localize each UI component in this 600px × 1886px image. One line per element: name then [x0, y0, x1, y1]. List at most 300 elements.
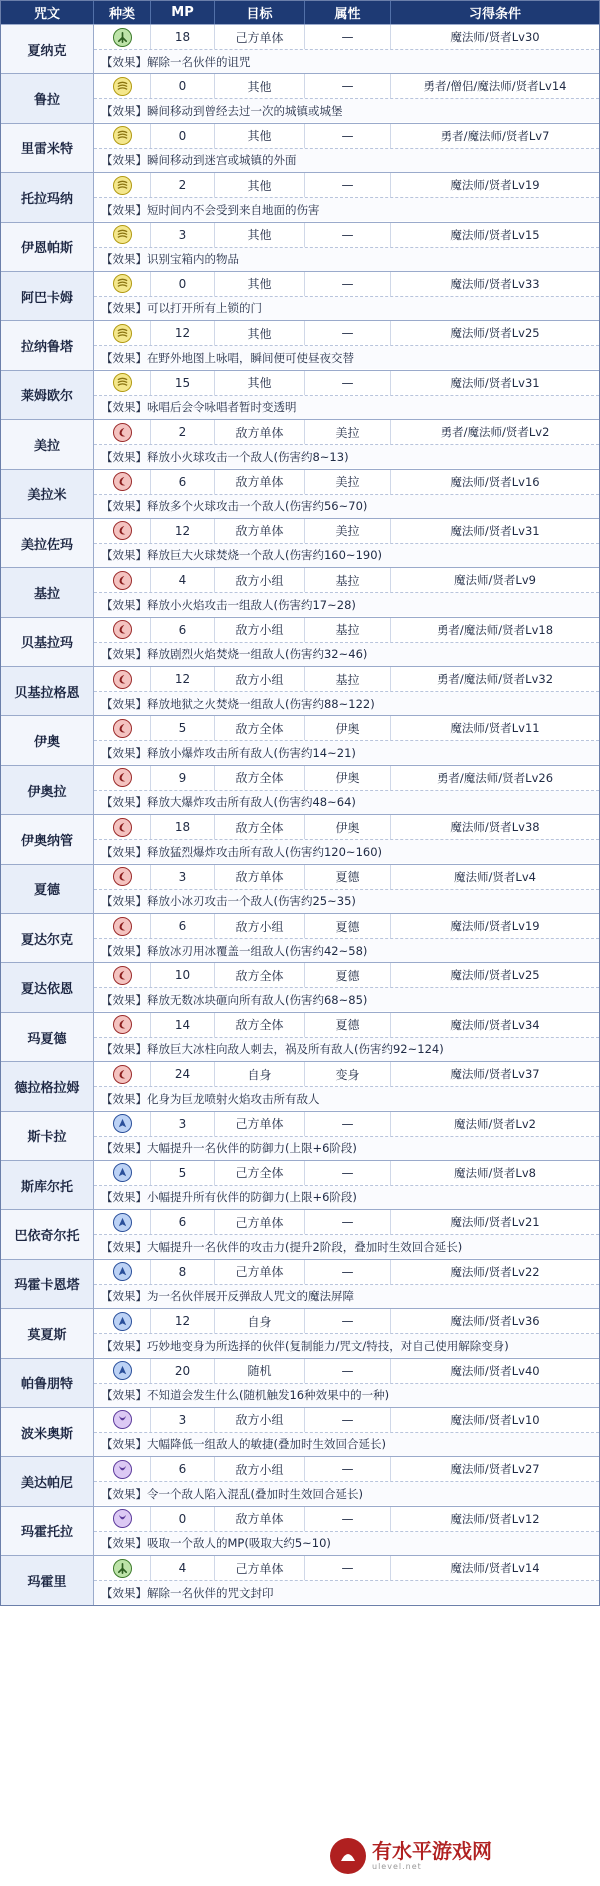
table-row: [1, 1308, 599, 1357]
spell-target: 己方单体: [215, 1260, 305, 1284]
effect-prefix: 【效果】: [101, 1585, 147, 1600]
effect-text: 瞬间移动到迷宫或城镇的外面: [147, 153, 297, 168]
blue-shield-icon: [113, 1361, 132, 1380]
table-row: [1, 518, 599, 567]
effect-text: 不知道会发生什么(随机触发16种效果中的一种): [147, 1388, 390, 1403]
table-row: [1, 1111, 599, 1160]
effect-text: 大幅降低一组敌人的敏捷(叠加时生效回合延长): [147, 1437, 386, 1452]
spell-target: 敌方单体: [215, 420, 305, 444]
spell-mp: 12: [151, 667, 215, 691]
spell-target: 自身: [215, 1309, 305, 1333]
spell-condition: 魔法师/贤者Lv8: [454, 1165, 536, 1180]
spell-target: 敌方全体: [215, 1013, 305, 1037]
effect-prefix: 【效果】: [101, 992, 147, 1007]
spell-condition: 魔法师/贤者Lv19: [450, 919, 540, 934]
spell-condition: 勇者/魔法师/贤者Lv18: [436, 622, 554, 637]
yellow-wind-icon: [113, 274, 132, 293]
spell-attribute: 夏德: [305, 1013, 391, 1037]
spell-effect: [94, 1186, 599, 1209]
spell-attribute: —: [305, 1359, 391, 1383]
header-type: 种类: [94, 1, 151, 24]
effect-text: 解除一名伙伴的诅咒: [147, 54, 251, 69]
effect-prefix: 【效果】: [101, 252, 147, 267]
spell-condition: 魔法师/贤者Lv4: [454, 869, 536, 884]
spell-effect: [94, 988, 599, 1011]
table-row: [1, 1456, 599, 1505]
spell-name: 夏达尔克: [1, 914, 94, 962]
spell-name: 玛霍托拉: [1, 1507, 94, 1555]
effect-text: 释放巨大火球焚烧一个敌人(伤害约160~190): [147, 548, 383, 563]
spell-name: 伊奥拉: [1, 766, 94, 814]
effect-prefix: 【效果】: [101, 54, 147, 69]
effect-prefix: 【效果】: [101, 1239, 147, 1254]
table-row: [1, 320, 599, 369]
spell-target: 敌方单体: [215, 519, 305, 543]
spell-attribute: —: [305, 1457, 391, 1481]
spell-name: 夏纳克: [1, 25, 94, 73]
effect-text: 吸取一个敌人的MP(吸取大约5~10): [147, 1536, 331, 1551]
red-fire-icon: [113, 423, 132, 442]
spell-condition: 魔法师/贤者Lv37: [450, 1067, 540, 1082]
spell-mp: 6: [151, 1457, 215, 1481]
spell-name: 玛霍卡恩塔: [1, 1260, 94, 1308]
blue-shield-icon: [113, 1213, 132, 1232]
spell-target: 敌方小组: [215, 618, 305, 642]
spell-name: 伊奥纳管: [1, 815, 94, 863]
spell-mp: 5: [151, 716, 215, 740]
effect-text: 化身为巨龙喷射火焰攻击所有敌人: [147, 1091, 320, 1106]
effect-prefix: 【效果】: [101, 400, 147, 415]
spell-effect: [94, 741, 599, 764]
effect-prefix: 【效果】: [101, 301, 147, 316]
spell-attribute: —: [305, 371, 391, 395]
spell-type-cell: [94, 1408, 151, 1432]
effect-prefix: 【效果】: [101, 597, 147, 612]
spell-mp: 20: [151, 1359, 215, 1383]
spell-type-cell: [94, 568, 151, 592]
table-row: [1, 765, 599, 814]
effect-text: 释放小爆炸攻击所有敌人(伤害约14~21): [147, 745, 356, 760]
spell-mp: 5: [151, 1161, 215, 1185]
spell-name: 德拉格拉姆: [1, 1062, 94, 1110]
spell-name: 伊奥: [1, 716, 94, 764]
spell-attribute: —: [305, 1260, 391, 1284]
spell-target: 其他: [215, 173, 305, 197]
spell-effect: [94, 445, 599, 468]
spell-type-cell: [94, 420, 151, 444]
spell-type-cell: [94, 766, 151, 790]
effect-prefix: 【效果】: [101, 1141, 147, 1156]
spell-type-cell: [94, 1013, 151, 1037]
table-row: [1, 1259, 599, 1308]
table-row: [1, 666, 599, 715]
spell-attribute: 美拉: [305, 470, 391, 494]
effect-text: 释放小火焰攻击一组敌人(伤害约17~28): [147, 597, 356, 612]
spell-condition: 勇者/魔法师/贤者Lv7: [440, 128, 550, 143]
effect-text: 释放小火球攻击一个敌人(伤害约8~13): [147, 449, 349, 464]
spell-mp: 18: [151, 25, 215, 49]
spell-condition: 魔法师/贤者Lv31: [450, 523, 540, 538]
spell-mp: 0: [151, 124, 215, 148]
spell-effect: [94, 791, 599, 814]
yellow-wind-icon: [113, 225, 132, 244]
table-row: [1, 271, 599, 320]
spell-type-cell: [94, 25, 151, 49]
spell-mp: 6: [151, 1210, 215, 1234]
table-row: [1, 123, 599, 172]
spell-attribute: —: [305, 1556, 391, 1580]
effect-text: 小幅提升所有伙伴的防御力(上限+6阶段): [147, 1190, 357, 1205]
spell-target: 其他: [215, 223, 305, 247]
spell-type-cell: [94, 1507, 151, 1531]
spell-type-cell: [94, 1210, 151, 1234]
spell-condition: 魔法师/贤者Lv19: [450, 178, 540, 193]
spell-effect: [94, 346, 599, 369]
table-row: [1, 1555, 599, 1604]
red-fire-icon: [113, 472, 132, 491]
spell-name: 贝基拉格恩: [1, 667, 94, 715]
effect-prefix: 【效果】: [101, 1190, 147, 1205]
spell-effect: [94, 1038, 599, 1061]
spell-target: 其他: [215, 321, 305, 345]
effect-prefix: 【效果】: [101, 844, 147, 859]
spell-effect: [94, 1581, 599, 1604]
spell-condition: 魔法师/贤者Lv11: [450, 721, 540, 736]
spell-condition: 魔法师/贤者Lv21: [450, 1215, 540, 1230]
spell-condition: 勇者/僧侣/魔法师/贤者Lv14: [423, 79, 567, 94]
effect-text: 大幅提升一名伙伴的攻击力(提升2阶段，叠加时生效回合延长): [147, 1239, 463, 1254]
effect-text: 令一个敌人陷入混乱(叠加时生效回合延长): [147, 1486, 363, 1501]
effect-prefix: 【效果】: [101, 795, 147, 810]
spell-target: 己方全体: [215, 1161, 305, 1185]
effect-prefix: 【效果】: [101, 499, 147, 514]
spell-condition: 魔法师/贤者Lv15: [450, 227, 540, 242]
blue-shield-icon: [113, 1163, 132, 1182]
effect-prefix: 【效果】: [101, 1437, 147, 1452]
spell-name: 鲁拉: [1, 74, 94, 122]
effect-text: 解除一名伙伴的咒文封印: [147, 1585, 274, 1600]
spell-attribute: —: [305, 223, 391, 247]
red-fire-icon: [113, 867, 132, 886]
spell-effect: [94, 1137, 599, 1160]
spell-effect: [94, 544, 599, 567]
watermark-title: 有水平游戏网: [372, 1839, 492, 1863]
spell-target: 己方单体: [215, 1210, 305, 1234]
table-row: [1, 1012, 599, 1061]
header-attribute: 属性: [305, 1, 391, 24]
spell-name: 玛霍里: [1, 1556, 94, 1604]
spell-mp: 3: [151, 865, 215, 889]
effect-prefix: 【效果】: [101, 350, 147, 365]
spell-effect: [94, 99, 599, 122]
red-fire-icon: [113, 521, 132, 540]
spell-name: 美达帕尼: [1, 1457, 94, 1505]
effect-prefix: 【效果】: [101, 696, 147, 711]
spell-attribute: —: [305, 25, 391, 49]
spell-target: 敌方全体: [215, 815, 305, 839]
spell-name: 帕鲁朋特: [1, 1359, 94, 1407]
spell-name: 拉纳鲁塔: [1, 321, 94, 369]
yellow-wind-icon: [113, 324, 132, 343]
spell-target: 其他: [215, 124, 305, 148]
spell-mp: 4: [151, 568, 215, 592]
spell-condition: 魔法师/贤者Lv36: [450, 1314, 540, 1329]
spell-mp: 3: [151, 1408, 215, 1432]
spell-effect: [94, 396, 599, 419]
spell-name: 伊恩帕斯: [1, 223, 94, 271]
spell-condition: 勇者/魔法师/贤者Lv32: [436, 672, 554, 687]
watermark: [330, 1838, 492, 1874]
spell-mp: 24: [151, 1062, 215, 1086]
spell-name: 贝基拉玛: [1, 618, 94, 666]
spell-attribute: 伊奥: [305, 815, 391, 839]
spell-condition: 魔法师/贤者Lv2: [454, 1116, 536, 1131]
spell-target: 敌方全体: [215, 716, 305, 740]
spell-attribute: —: [305, 1507, 391, 1531]
purple-curse-icon: [113, 1410, 132, 1429]
effect-text: 释放冰刃用冰覆盖一组敌人(伤害约42~58): [147, 943, 368, 958]
watermark-logo-icon: [330, 1838, 366, 1874]
effect-prefix: 【效果】: [101, 1388, 147, 1403]
spell-attribute: 夏德: [305, 963, 391, 987]
spell-condition: 勇者/魔法师/贤者Lv2: [440, 425, 550, 440]
spell-name: 波米奥斯: [1, 1408, 94, 1456]
spell-condition: 魔法师/贤者Lv14: [450, 1561, 540, 1576]
spell-type-cell: [94, 1359, 151, 1383]
spell-mp: 10: [151, 963, 215, 987]
table-row: [1, 419, 599, 468]
table-row: [1, 172, 599, 221]
spell-effect: [94, 1532, 599, 1555]
spell-name: 玛夏德: [1, 1013, 94, 1061]
spell-name: 莫夏斯: [1, 1309, 94, 1357]
spell-condition: 魔法师/贤者Lv22: [450, 1264, 540, 1279]
table-row: [1, 73, 599, 122]
spell-type-cell: [94, 124, 151, 148]
table-row: [1, 913, 599, 962]
effect-prefix: 【效果】: [101, 745, 147, 760]
spell-target: 敌方小组: [215, 914, 305, 938]
spell-name: 托拉玛纳: [1, 173, 94, 221]
spell-target: 敌方小组: [215, 667, 305, 691]
spell-type-cell: [94, 173, 151, 197]
table-row: [1, 469, 599, 518]
spell-mp: 6: [151, 618, 215, 642]
effect-text: 巧妙地变身为所选择的伙伴(复制能力/咒文/特技，对自己使用解除变身): [147, 1338, 509, 1353]
spell-mp: 12: [151, 1309, 215, 1333]
spell-attribute: 美拉: [305, 519, 391, 543]
spell-attribute: —: [305, 1210, 391, 1234]
spell-target: 己方单体: [215, 1556, 305, 1580]
green-tree-icon: [113, 28, 132, 47]
spell-mp: 6: [151, 470, 215, 494]
spell-mp: 9: [151, 766, 215, 790]
spell-target: 其他: [215, 74, 305, 98]
spell-type-cell: [94, 914, 151, 938]
spell-effect: [94, 1087, 599, 1110]
spell-attribute: 伊奥: [305, 716, 391, 740]
spell-name: 阿巴卡姆: [1, 272, 94, 320]
green-tree-icon: [113, 1559, 132, 1578]
effect-text: 释放地狱之火焚烧一组敌人(伤害约88~122): [147, 696, 375, 711]
effect-prefix: 【效果】: [101, 103, 147, 118]
spell-name: 里雷米特: [1, 124, 94, 172]
red-fire-icon: [113, 966, 132, 985]
spell-type-cell: [94, 1112, 151, 1136]
spell-condition: 魔法师/贤者Lv16: [450, 474, 540, 489]
blue-shield-icon: [113, 1312, 132, 1331]
table-row: [1, 814, 599, 863]
watermark-url: ulevel.net: [372, 1862, 422, 1871]
spell-type-cell: [94, 1062, 151, 1086]
header-name: 咒文: [1, 1, 94, 24]
spell-effect: [94, 1433, 599, 1456]
effect-text: 瞬间移动到曾经去过一次的城镇或城堡: [147, 103, 343, 118]
red-fire-icon: [113, 620, 132, 639]
spell-attribute: 伊奥: [305, 766, 391, 790]
spell-name: 美拉佐玛: [1, 519, 94, 567]
spell-condition: 勇者/魔法师/贤者Lv26: [436, 770, 554, 785]
spell-condition: 魔法师/贤者Lv9: [454, 573, 536, 588]
spell-attribute: —: [305, 1408, 391, 1432]
spell-effect: [94, 50, 599, 73]
table-row: [1, 222, 599, 271]
spell-condition: 魔法师/贤者Lv25: [450, 968, 540, 983]
yellow-wind-icon: [113, 77, 132, 96]
spell-condition: 魔法师/贤者Lv31: [450, 375, 540, 390]
effect-prefix: 【效果】: [101, 1338, 147, 1353]
spell-effect: [94, 1384, 599, 1407]
spell-attribute: —: [305, 74, 391, 98]
blue-shield-icon: [113, 1262, 132, 1281]
spell-mp: 2: [151, 420, 215, 444]
table-row: [1, 864, 599, 913]
effect-text: 在野外地图上咏唱，瞬间便可使昼夜交替: [147, 350, 354, 365]
table-row: [1, 370, 599, 419]
spell-name: 夏德: [1, 865, 94, 913]
effect-prefix: 【效果】: [101, 153, 147, 168]
effect-text: 大幅提升一名伙伴的防御力(上限+6阶段): [147, 1141, 357, 1156]
spell-attribute: 美拉: [305, 420, 391, 444]
spell-target: 敌方小组: [215, 1457, 305, 1481]
spell-mp: 12: [151, 321, 215, 345]
table-row: [1, 1407, 599, 1456]
spell-attribute: —: [305, 1112, 391, 1136]
spell-condition: 魔法师/贤者Lv33: [450, 276, 540, 291]
red-fire-icon: [113, 1015, 132, 1034]
spell-name: 斯卡拉: [1, 1112, 94, 1160]
spell-mp: 14: [151, 1013, 215, 1037]
spell-attribute: 基拉: [305, 618, 391, 642]
effect-text: 释放大爆炸攻击所有敌人(伤害约48~64): [147, 795, 356, 810]
spell-type-cell: [94, 667, 151, 691]
spell-attribute: 夏德: [305, 914, 391, 938]
blue-shield-icon: [113, 1114, 132, 1133]
header-mp: MP: [151, 1, 215, 24]
effect-prefix: 【效果】: [101, 548, 147, 563]
table-row: [1, 715, 599, 764]
spell-mp: 2: [151, 173, 215, 197]
spell-effect: [94, 1334, 599, 1357]
purple-curse-icon: [113, 1460, 132, 1479]
spell-name: 巴依奇尔托: [1, 1210, 94, 1258]
table-header: [1, 1, 599, 24]
spell-type-cell: [94, 321, 151, 345]
yellow-wind-icon: [113, 373, 132, 392]
spell-name: 美拉米: [1, 470, 94, 518]
table-row: [1, 1160, 599, 1209]
effect-prefix: 【效果】: [101, 202, 147, 217]
effect-prefix: 【效果】: [101, 943, 147, 958]
red-fire-icon: [113, 917, 132, 936]
spell-attribute: 夏德: [305, 865, 391, 889]
spell-effect: [94, 248, 599, 271]
spell-attribute: —: [305, 272, 391, 296]
spell-name: 莱姆欧尔: [1, 371, 94, 419]
purple-curse-icon: [113, 1509, 132, 1528]
spell-type-cell: [94, 1260, 151, 1284]
spell-type-cell: [94, 272, 151, 296]
spell-mp: 8: [151, 1260, 215, 1284]
table-body: [1, 24, 599, 1605]
effect-prefix: 【效果】: [101, 647, 147, 662]
red-fire-icon: [113, 818, 132, 837]
spell-target: 其他: [215, 272, 305, 296]
spell-mp: 12: [151, 519, 215, 543]
spell-name: 夏达依恩: [1, 963, 94, 1011]
spell-attribute: —: [305, 173, 391, 197]
spell-name: 斯库尔托: [1, 1161, 94, 1209]
spell-target: 己方单体: [215, 25, 305, 49]
spell-type-cell: [94, 1457, 151, 1481]
spell-condition: 魔法师/贤者Lv10: [450, 1412, 540, 1427]
spell-type-cell: [94, 470, 151, 494]
table-row: [1, 1209, 599, 1258]
spell-target: 敌方全体: [215, 766, 305, 790]
spell-type-cell: [94, 1309, 151, 1333]
effect-text: 释放巨大冰柱向敌人刺去，祸及所有敌人(伤害约92~124): [147, 1042, 444, 1057]
effect-text: 释放小冰刃攻击一个敌人(伤害约25~35): [147, 894, 356, 909]
spell-name: 基拉: [1, 568, 94, 616]
yellow-wind-icon: [113, 126, 132, 145]
spell-type-cell: [94, 963, 151, 987]
spell-condition: 魔法师/贤者Lv34: [450, 1017, 540, 1032]
spell-condition: 魔法师/贤者Lv40: [450, 1363, 540, 1378]
header-condition: 习得条件: [468, 7, 521, 22]
table-row: [1, 962, 599, 1011]
spell-target: 敌方小组: [215, 1408, 305, 1432]
spell-effect: [94, 198, 599, 221]
spell-condition: 魔法师/贤者Lv25: [450, 326, 540, 341]
red-fire-icon: [113, 1065, 132, 1084]
table-row: [1, 1061, 599, 1110]
spell-effect: [94, 149, 599, 172]
spell-effect: [94, 692, 599, 715]
spell-condition: 魔法师/贤者Lv27: [450, 1462, 540, 1477]
spell-mp: 18: [151, 815, 215, 839]
spell-mp: 0: [151, 1507, 215, 1531]
yellow-wind-icon: [113, 176, 132, 195]
effect-text: 释放多个火球攻击一个敌人(伤害约56~70): [147, 499, 368, 514]
spell-mp: 4: [151, 1556, 215, 1580]
effect-text: 可以打开所有上锁的门: [147, 301, 262, 316]
spell-effect: [94, 593, 599, 616]
effect-prefix: 【效果】: [101, 1486, 147, 1501]
spell-target: 其他: [215, 371, 305, 395]
red-fire-icon: [113, 719, 132, 738]
table-row: [1, 24, 599, 73]
spell-target: 己方单体: [215, 1112, 305, 1136]
